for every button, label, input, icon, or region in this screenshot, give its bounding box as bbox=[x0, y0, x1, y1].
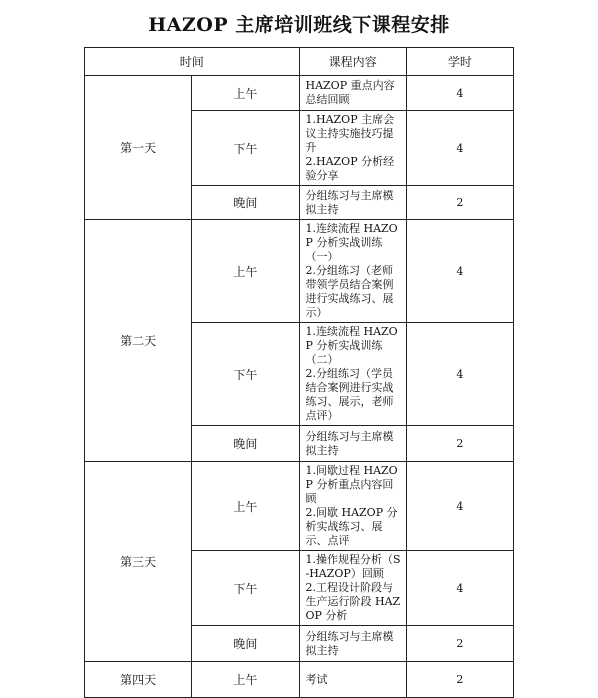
header-row bbox=[85, 48, 514, 76]
hours-cell: 2 bbox=[406, 626, 513, 662]
content-line: 2.分组练习（老师带领学员结合案例进行实战练习、展示） bbox=[305, 264, 394, 319]
content-cell bbox=[299, 186, 406, 220]
content-line: 1.操作规程分析（S-HAZOP）回顾 bbox=[305, 553, 401, 580]
table-row bbox=[85, 76, 514, 111]
slot-cell: 上午 bbox=[192, 76, 299, 111]
content-cell bbox=[299, 462, 406, 551]
slot-cell: 下午 bbox=[192, 323, 299, 426]
content-line: 分组练习与主席模拟主持 bbox=[305, 188, 394, 216]
content-line: 分组练习与主席模拟主持 bbox=[305, 629, 394, 657]
hours-cell: 4 bbox=[406, 220, 513, 323]
hours-cell: 4 bbox=[406, 551, 513, 626]
hours-cell: 4 bbox=[406, 76, 513, 111]
hours-cell: 4 bbox=[406, 111, 513, 186]
slot-cell: 上午 bbox=[192, 462, 299, 551]
content-line: HAZOP 重点内容总结回顾 bbox=[305, 79, 395, 106]
slot-cell: 晚间 bbox=[192, 426, 299, 462]
content-line: 2.HAZOP 分析经验分享 bbox=[305, 155, 395, 182]
day-cell: 第三天 bbox=[85, 462, 192, 662]
header-content: 课程内容 bbox=[299, 48, 406, 76]
content-line: 1.连续流程 HAZOP 分析实战训练（一） bbox=[305, 222, 398, 263]
day-cell: 第四天 bbox=[85, 662, 192, 698]
content-line: 考试 bbox=[305, 672, 328, 686]
schedule-table bbox=[84, 47, 514, 698]
table-row bbox=[85, 662, 514, 698]
content-cell bbox=[299, 220, 406, 323]
header-hours: 学时 bbox=[406, 48, 513, 76]
page-title: HAZOP 主席培训班线下课程安排 bbox=[148, 14, 450, 36]
content-cell bbox=[299, 662, 406, 698]
hours-cell: 2 bbox=[406, 186, 513, 220]
hours-cell: 4 bbox=[406, 462, 513, 551]
day-cell: 第一天 bbox=[85, 76, 192, 220]
slot-cell: 上午 bbox=[192, 662, 299, 698]
table-row bbox=[85, 462, 514, 551]
day-cell: 第二天 bbox=[85, 220, 192, 462]
header-time: 时间 bbox=[85, 48, 300, 76]
content-line: 分组练习与主席模拟主持 bbox=[305, 429, 394, 457]
slot-cell: 上午 bbox=[192, 220, 299, 323]
content-line: 2.分组练习（学员结合案例进行实战练习、展示，老师点评） bbox=[305, 367, 394, 422]
slot-cell: 下午 bbox=[192, 111, 299, 186]
content-cell bbox=[299, 551, 406, 626]
content-cell bbox=[299, 323, 406, 426]
content-line: 1.间歇过程 HAZOP 分析重点内容回顾 bbox=[305, 464, 398, 505]
content-line: 1.连续流程 HAZOP 分析实战训练（二） bbox=[305, 325, 398, 366]
content-cell bbox=[299, 426, 406, 462]
content-line: 2.工程设计阶段与生产运行阶段 HAZOP 分析 bbox=[305, 581, 401, 622]
content-cell bbox=[299, 111, 406, 186]
slot-cell: 晚间 bbox=[192, 186, 299, 220]
content-cell bbox=[299, 76, 406, 111]
hours-cell: 4 bbox=[406, 323, 513, 426]
hours-cell: 2 bbox=[406, 426, 513, 462]
table-row bbox=[85, 220, 514, 323]
hours-cell: 2 bbox=[406, 662, 513, 698]
slot-cell: 下午 bbox=[192, 551, 299, 626]
slot-cell: 晚间 bbox=[192, 626, 299, 662]
content-cell bbox=[299, 626, 406, 662]
content-line: 1.HAZOP 主席会议主持实施技巧提升 bbox=[305, 113, 395, 154]
content-line: 2.间歇 HAZOP 分析实战练习、展示、点评 bbox=[305, 506, 398, 547]
